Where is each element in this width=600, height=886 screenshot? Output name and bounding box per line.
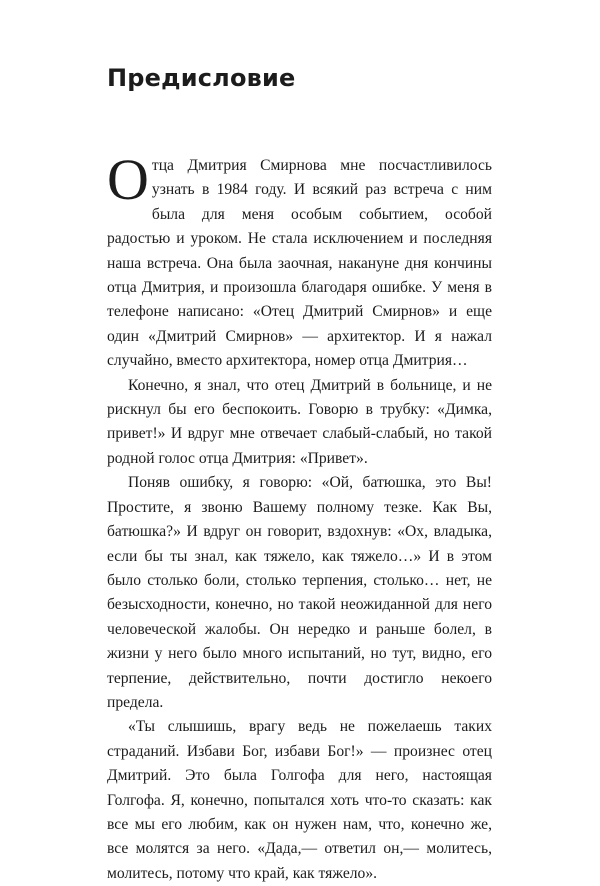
paragraph-1-text: тца Дмитрия Смирнова мне посчастливилось узнать в 1984 году. И всякий раз встреча с ним была для меня особым событием, особой радостью и уроком. Не стала исключением и последняя наша встреча. Она была заочная, накануне дня кончины отца Дмитрия, и произошла благодаря ошибке. У меня в телефоне написано: «Отец Дмитрий Смирнов» и еще один «Дмитрий Смирнов» — архитектор. И я нажал случайно, вместо архитектора, номер отца Дмитрия… [107,157,492,370]
paragraph-1 [107,147,492,374]
drop-cap: О [107,147,149,212]
paragraph-2: Конечно, я знал, что отец Дмитрий в больнице, и не рискнул бы его беспокоить. Говорю в трубку: «Димка, привет!» И вдруг мне отвечает слабый-слабый, но такой родной голос отца Дмитрия: «Привет». [107,376,492,467]
body-text [107,147,492,886]
chapter-title: Предисловие [107,64,296,92]
paragraph-3: Поняв ошибку, я говорю: «Ой, батюшка, это Вы! Простите, я звоню Вашему полному тезке. Как Вы, батюшка?» И вдруг он говорит, вздохнув: «Ох, владыка, если бы ты знал, как тяжело, как тяжело…» И в этом было столько боли, столько терпения, столько… нет, не безысходности, конечно, но такой неожиданной для него человеческой жалобы. Он нередко и раньше болел, в жизни у него было много испытаний, но тут, видно, его терпение, действительно, почти достигло некоего предела. [107,474,492,711]
paragraph-4: «Ты слышишь, врагу ведь не пожелаешь таких страданий. Избави Бог, избави Бог!» — произнес отец Дмитрий. Это была Голгофа для него, настоящая Голгофа. Я, конечно, попытался хоть что-то сказать: как все мы его любим, как он нужен нам, что, конечно же, все молятся за него. «Дада,— ответил он,— молитесь, молитесь, потому что край, как тяжело». [107,718,492,882]
